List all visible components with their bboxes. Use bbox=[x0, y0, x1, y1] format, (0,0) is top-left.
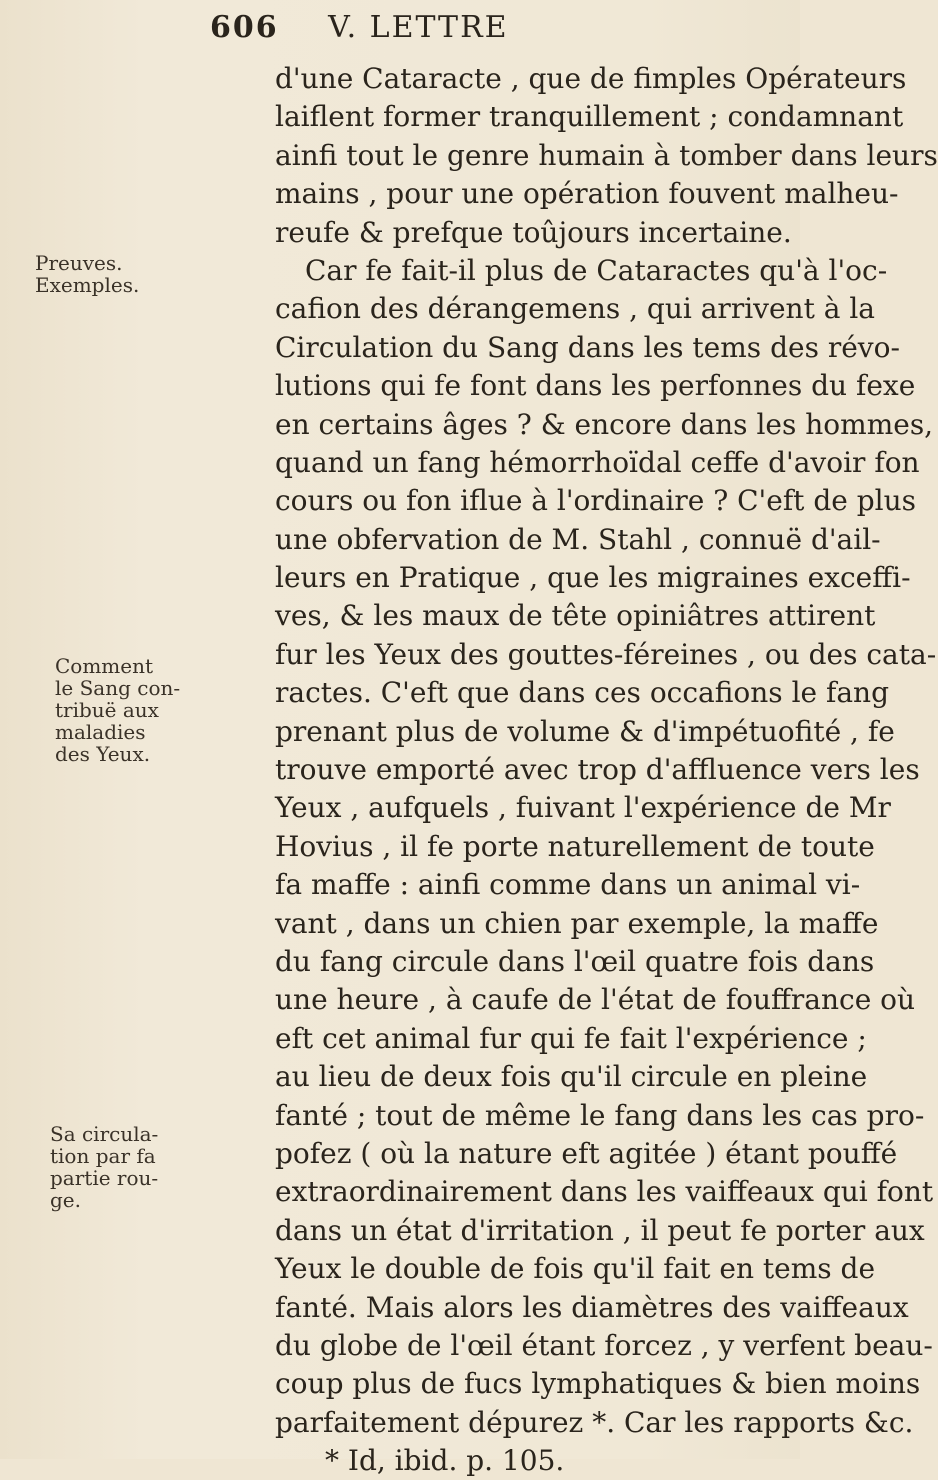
margin-line: ge. bbox=[50, 1188, 81, 1212]
text-line: Circulation du Sang dans les tems des révo- bbox=[275, 330, 900, 364]
text-line: ves, & les maux de tête opiniâtres attirent bbox=[275, 599, 876, 633]
text-line: quand un fang hémorrhoïdal ceffe d'avoir fon bbox=[275, 445, 920, 479]
text-line: fur les Yeux des gouttes-féreines , ou des cata- bbox=[275, 637, 937, 671]
margin-note-comment bbox=[55, 655, 290, 765]
margin-note-circulation bbox=[50, 1123, 285, 1211]
text-line: mains , pour une opération fouvent malheu- bbox=[275, 177, 899, 211]
text-line: coup plus de fucs lymphatiques & bien moins bbox=[275, 1367, 921, 1401]
text-line: leurs en Pratique , que les migraines exceffi- bbox=[275, 561, 911, 595]
text-line: du globe de l'œil étant forcez , y verfent beau- bbox=[275, 1328, 933, 1362]
text-line: lutions qui fe font dans les perfonnes du fexe bbox=[275, 369, 916, 403]
text-line: une heure , à caufe de l'état de fouffrance où bbox=[275, 983, 916, 1017]
text-line: parfaitement dépurez *. Car les rapports &c. bbox=[275, 1405, 914, 1439]
text-line: cafion des dérangemens , qui arrivent à la bbox=[275, 292, 875, 326]
running-header bbox=[210, 10, 750, 45]
text-line: fanté ; tout de même le fang dans les cas pro- bbox=[275, 1098, 925, 1132]
text-line: Car fe fait-il plus de Cataractes qu'à l'oc- bbox=[305, 253, 888, 287]
margin-line: des Yeux. bbox=[55, 742, 151, 766]
text-line: une obfervation de M. Stahl , connuë d'ail- bbox=[275, 522, 881, 556]
text-line: d'une Cataracte , que de fimples Opérateurs bbox=[275, 62, 907, 95]
text-line: reufe & prefque toûjours incertaine. bbox=[275, 215, 792, 249]
margin-note-preuves bbox=[35, 252, 270, 296]
text-line: laiflent former tranquillement ; condamnant bbox=[275, 100, 904, 134]
running-title: V. LETTRE bbox=[328, 10, 509, 45]
text-line: du fang circule dans l'œil quatre fois dans bbox=[275, 944, 875, 978]
margin-line: Comment bbox=[55, 654, 154, 678]
margin-line: Sa circula- bbox=[50, 1122, 159, 1146]
text-line: dans un état d'irritation , il peut fe porter aux bbox=[275, 1213, 925, 1247]
text-line: prenant plus de volume & d'impétuofité , fe bbox=[275, 714, 895, 748]
text-line: en certains âges ? & encore dans les hommes, bbox=[275, 407, 934, 441]
margin-line: maladies bbox=[55, 720, 146, 744]
margin-line: tion par fa bbox=[50, 1144, 156, 1168]
footnote: * Id, ibid. p. 105. bbox=[325, 1444, 565, 1478]
text-line: ractes. C'eft que dans ces occafions le fang bbox=[275, 676, 890, 710]
text-line: cours ou fon iflue à l'ordinaire ? C'eft de plus bbox=[275, 484, 917, 518]
margin-line: tribuë aux bbox=[55, 698, 159, 722]
margin-line: Preuves. bbox=[35, 251, 123, 275]
text-line: trouve emporté avec trop d'affluence vers les bbox=[275, 753, 920, 787]
text-line: ainfi tout le genre humain à tomber dans leurs bbox=[275, 138, 938, 172]
text-line: fa maffe : ainfi comme dans un animal vi- bbox=[275, 868, 861, 902]
text-line: Hovius , il fe porte naturellement de toute bbox=[275, 829, 875, 863]
text-line: extraordinairement dans les vaiffeaux qui font bbox=[275, 1175, 934, 1209]
margin-line: partie rou- bbox=[50, 1166, 159, 1190]
text-line: vant , dans un chien par exemple, la maffe bbox=[275, 906, 879, 940]
text-line: eft cet animal fur qui fe fait l'expérience ; bbox=[275, 1021, 867, 1055]
margin-line: le Sang con- bbox=[55, 676, 181, 700]
margin-line: Exemples. bbox=[35, 273, 140, 297]
text-line: au lieu de deux fois qu'il circule en pleine bbox=[275, 1060, 868, 1094]
text-line: fanté. Mais alors les diamètres des vaiffeaux bbox=[275, 1290, 909, 1324]
main-text bbox=[275, 60, 938, 1480]
text-line: Yeux , aufquels , fuivant l'expérience de Mr bbox=[275, 791, 891, 825]
page-number: 606 bbox=[210, 10, 279, 45]
text-line: pofez ( où la nature eft agitée ) étant pouffé bbox=[275, 1136, 898, 1170]
text-line: Yeux le double de fois qu'il fait en tems de bbox=[275, 1252, 876, 1286]
